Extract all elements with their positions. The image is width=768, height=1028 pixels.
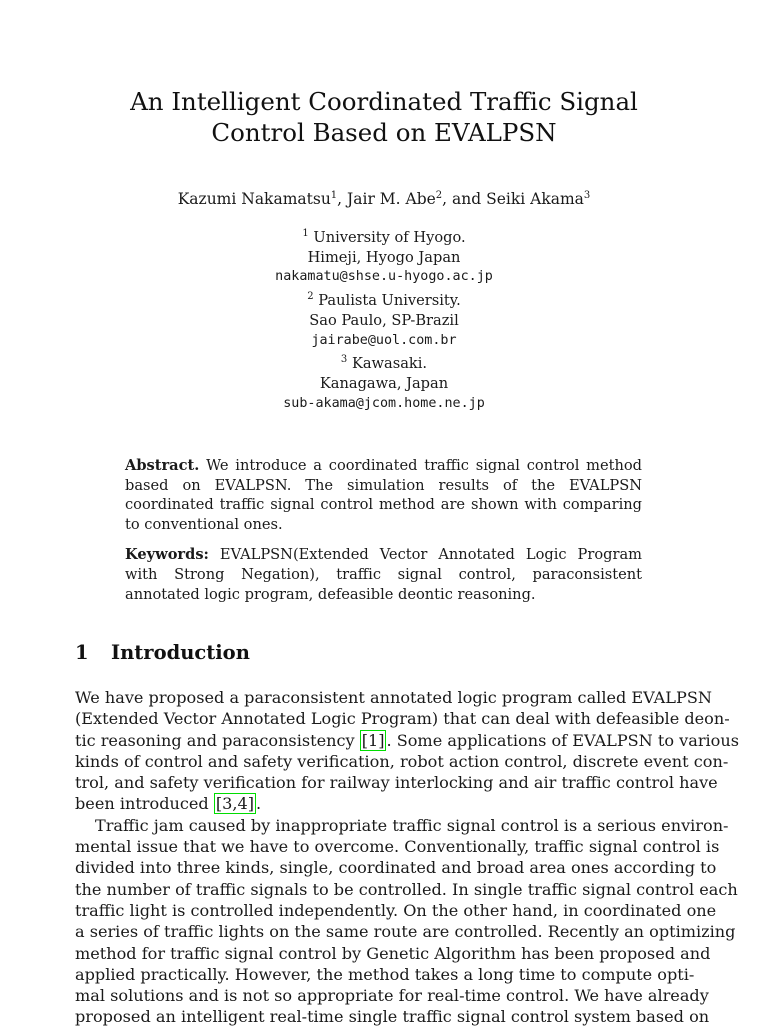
keywords-paragraph bbox=[125, 545, 642, 604]
body-line: proposed an intelligent real-time single traffic signal control system based on bbox=[75, 1007, 710, 1027]
affiliation-email[interactable]: jairabe@uol.com.br bbox=[311, 332, 457, 348]
body-text-segment: . Some applications of EVALPSN to various bbox=[386, 730, 739, 750]
affiliation-place: Kanagawa, Japan bbox=[319, 374, 449, 392]
affiliation-mark: 2 bbox=[307, 291, 314, 303]
affiliation-name bbox=[0, 224, 768, 248]
affiliation-institution: Paulista University. bbox=[318, 292, 461, 310]
body-line: kinds of control and safety verification, robot action control, discrete event con- bbox=[75, 751, 729, 771]
affiliation-institution: Kawasaki. bbox=[351, 355, 428, 373]
affiliation-email[interactable]: sub-akama@jcom.home.ne.jp bbox=[283, 395, 485, 411]
affiliation-name bbox=[0, 287, 768, 311]
author-name: Kazumi Nakamatsu bbox=[177, 190, 331, 208]
body-line: the number of traffic signals to be controlled. In single traffic signal control each bbox=[75, 879, 738, 899]
author-name: Jair M. Abe bbox=[347, 190, 436, 208]
title-line: Control Based on EVALPSN bbox=[211, 118, 557, 147]
abstract-block bbox=[125, 456, 642, 604]
body-line: mental issue that we have to overcome. Conventionally, traffic signal control is bbox=[75, 837, 720, 857]
body-line: traffic light is controlled independently. On the other hand, in coordinated one bbox=[75, 900, 717, 920]
author-affiliation-mark: 1 bbox=[330, 190, 338, 201]
body-text-segment: . bbox=[255, 794, 262, 814]
affiliation-email[interactable]: nakamatu@shse.u-hyogo.ac.jp bbox=[275, 269, 493, 285]
affiliation-name bbox=[0, 350, 768, 374]
affiliation-institution: University of Hyogo. bbox=[313, 229, 466, 246]
author-name: Seiki Akama bbox=[486, 190, 584, 208]
body-text bbox=[75, 687, 739, 1028]
author-separator: , bbox=[337, 190, 348, 208]
body-line: trol, and safety verification for railway interlocking and air traffic control have bbox=[75, 773, 718, 793]
body-line: a series of traffic lights on the same route are controlled. Recently an optimizing bbox=[75, 922, 736, 942]
citation-link[interactable]: [1] bbox=[361, 730, 385, 750]
author-affiliation-mark: 3 bbox=[583, 190, 591, 201]
keywords-label: Keywords: bbox=[125, 546, 209, 564]
body-line bbox=[75, 793, 693, 814]
section-title: Introduction bbox=[111, 641, 250, 664]
body-line: method for traffic signal control by Genetic Algorithm has been proposed and bbox=[75, 943, 711, 963]
author-list bbox=[0, 185, 768, 210]
author-separator: , and bbox=[442, 190, 487, 208]
body-text-segment: tic reasoning and paraconsistency bbox=[75, 730, 360, 750]
body-line: Traffic jam caused by inappropriate traffic signal control is a serious environ- bbox=[95, 815, 729, 835]
affiliation-mark: 3 bbox=[340, 354, 348, 366]
body-line: divided into three kinds, single, coordinated and broad area ones according to bbox=[75, 858, 717, 878]
body-line: mal solutions and is not so appropriate for real-time control. We have already bbox=[75, 986, 709, 1006]
title-line: An Intelligent Coordinated Traffic Signal bbox=[130, 87, 638, 116]
abstract-text: We introduce a coordinated traffic signal control method based on EVALPSN. The simulation results of the EVALPSN coordinated traffic signal control method are shown with comparing to conventional ones. bbox=[125, 457, 643, 533]
paper-title bbox=[0, 86, 768, 148]
section-heading bbox=[75, 640, 250, 666]
keywords-text: EVALPSN(Extended Vector Annotated Logic Program with Strong Negation), traffic signal control, paraconsistent annotated logic program, defeasible deontic reasoning. bbox=[125, 546, 642, 603]
affiliation-place: Himeji, Hyogo Japan bbox=[307, 248, 461, 266]
body-line bbox=[75, 730, 739, 751]
section-number: 1 bbox=[75, 641, 89, 664]
author-affiliation-mark: 2 bbox=[435, 190, 443, 201]
affiliation-place: Sao Paulo, SP-Brazil bbox=[309, 311, 459, 329]
affiliation-block bbox=[0, 224, 768, 413]
citation-link[interactable]: [3,4] bbox=[215, 794, 254, 814]
body-line: We have proposed a paraconsistent annotated logic program called EVALPSN bbox=[75, 688, 712, 707]
body-line: (Extended Vector Annotated Logic Program) that can deal with defeasible deon- bbox=[75, 709, 730, 729]
abstract-label: Abstract. bbox=[125, 457, 200, 474]
abstract-paragraph bbox=[125, 456, 642, 534]
body-text-segment: been introduced bbox=[75, 794, 214, 814]
body-line: applied practically. However, the method takes a long time to compute opti- bbox=[75, 964, 695, 984]
affiliation-mark: 1 bbox=[302, 228, 309, 239]
